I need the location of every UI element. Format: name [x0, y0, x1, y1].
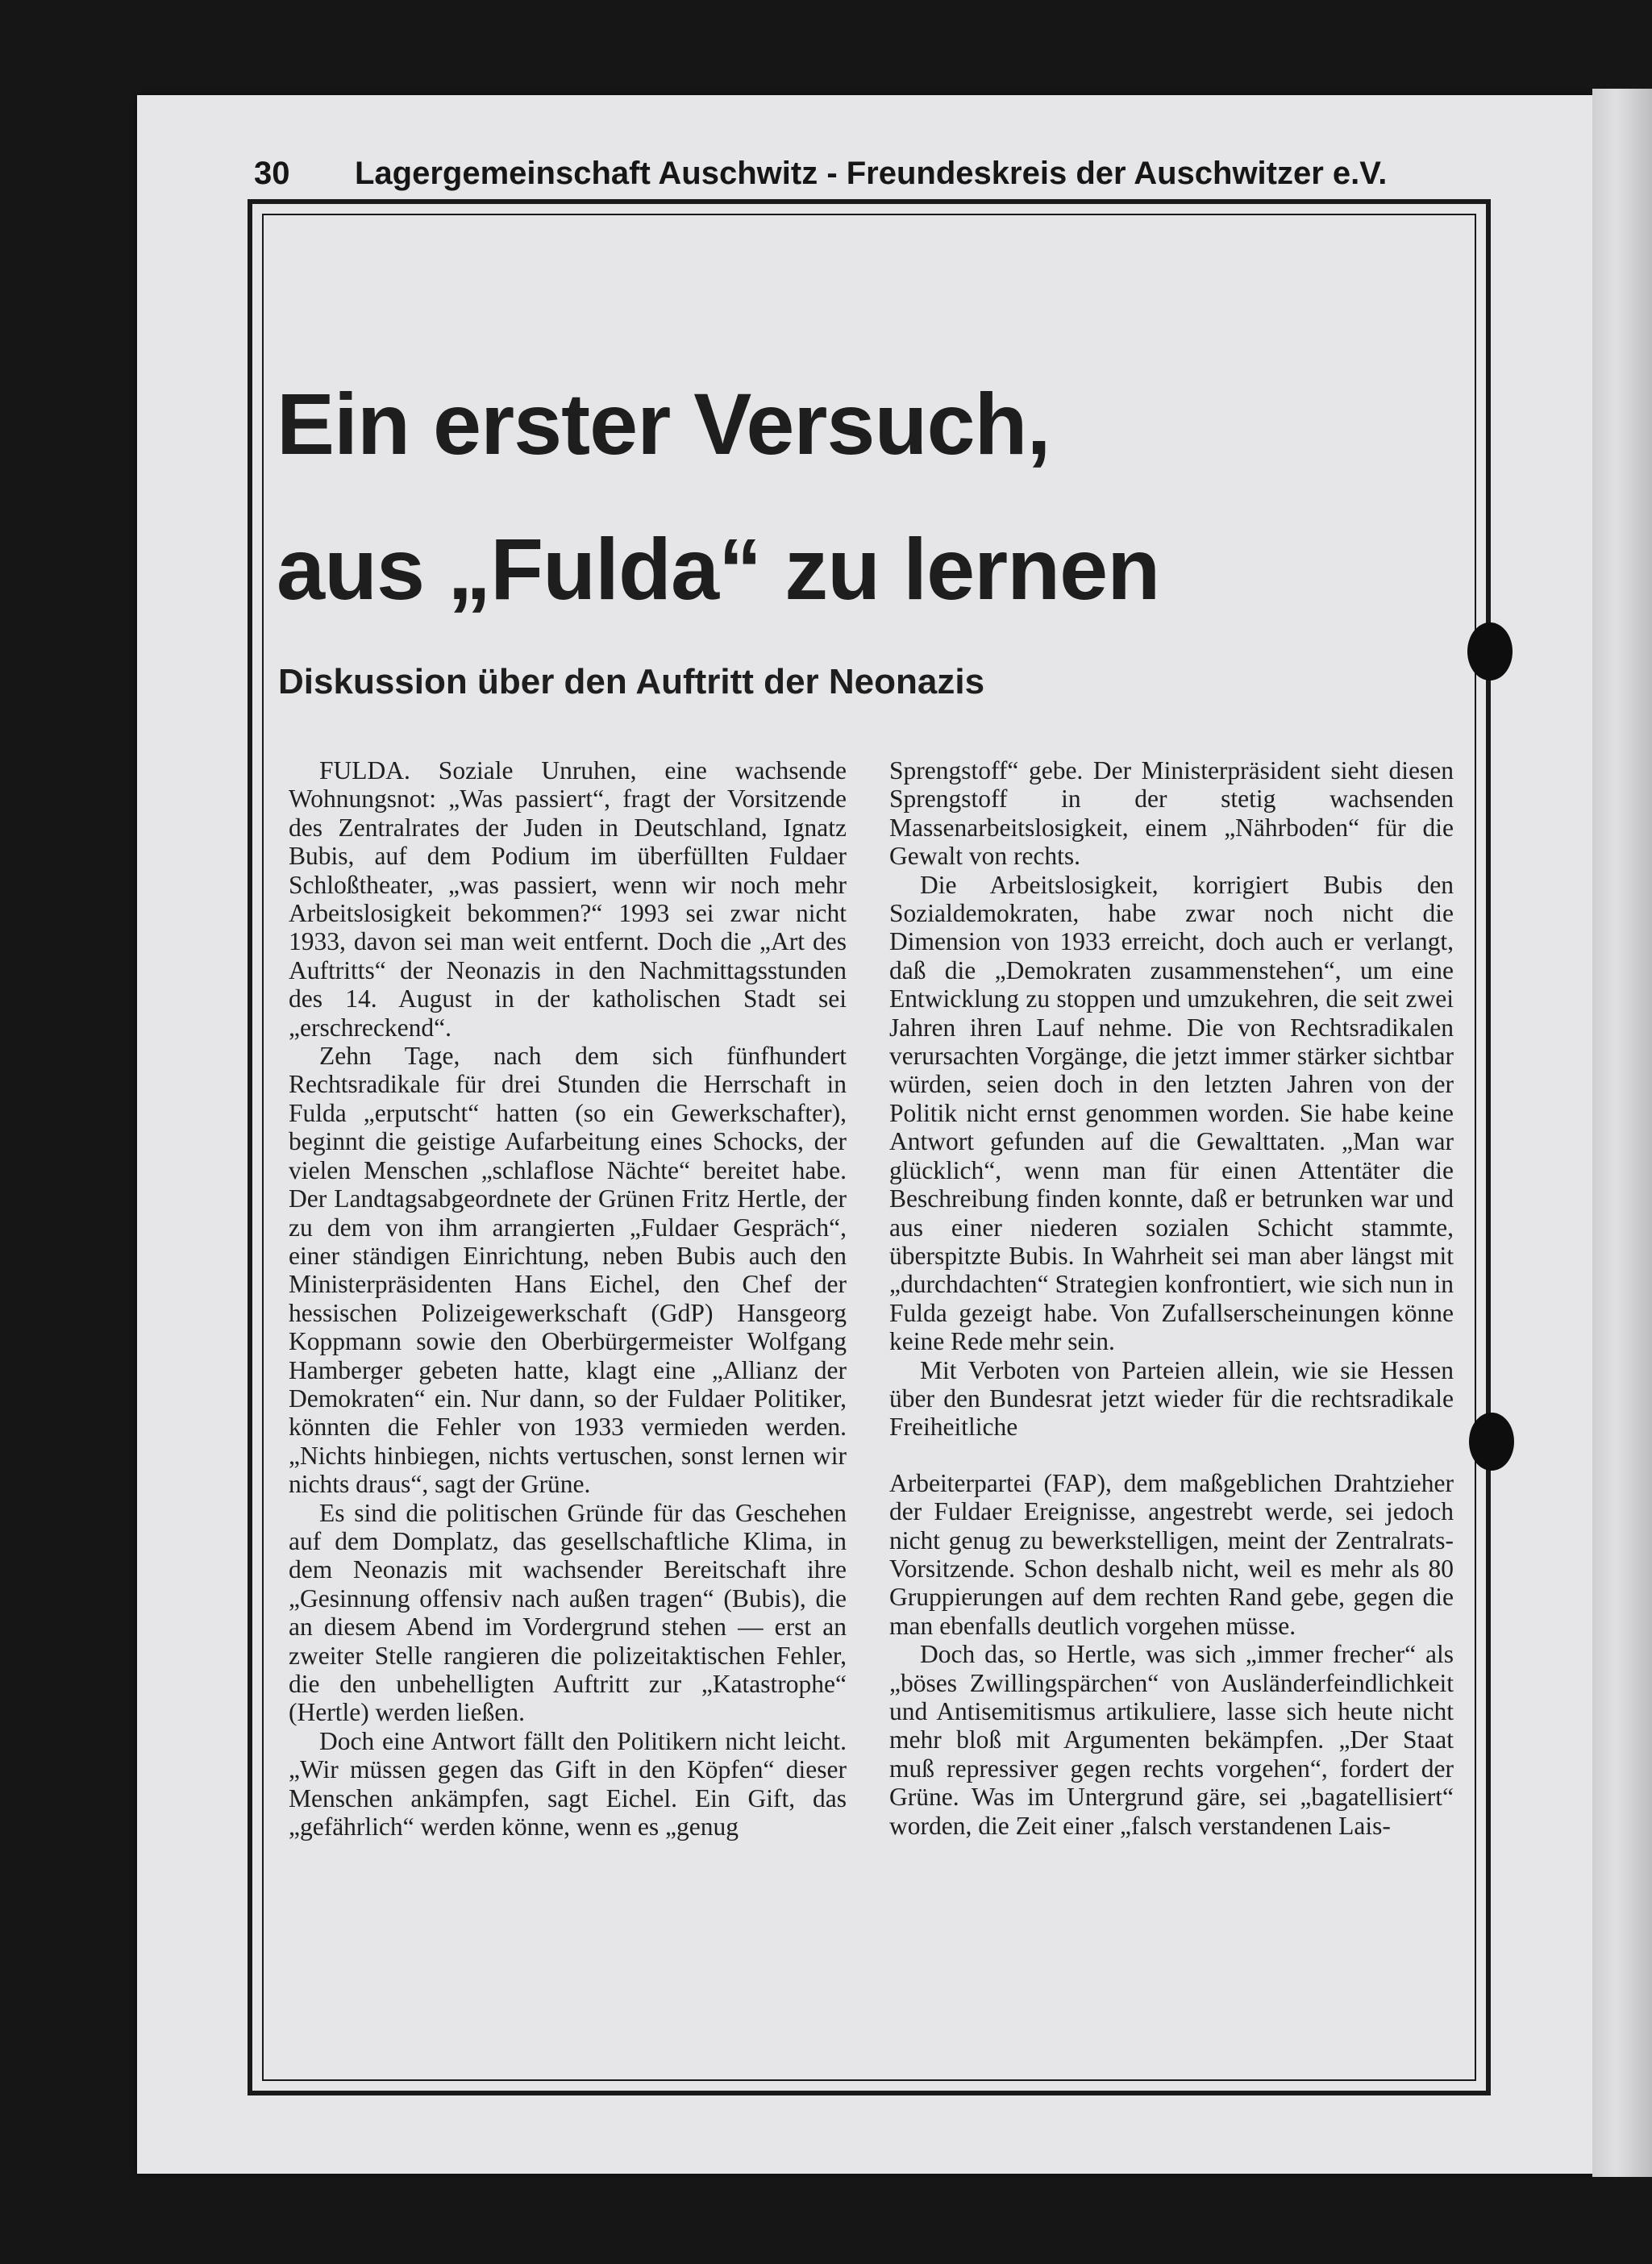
paragraph: Arbeiterpartei (FAP), dem maßgeblichen Drahtzieher der Fuldaer Ereignisse, angestrebt werde, sei jedoch nicht genug zu bewerkstelligen, meint der Zentralrats-Vorsitzende. Schon deshalb nicht, weil es mehr als 80 Gruppierungen auf dem rechten Rand gebe, gegen die man ebenfalls deutlich vorgehen müsse. — [889, 1468, 1454, 1640]
headline-line-2: aus „Fulda“ zu lernen — [277, 520, 1160, 618]
headline-line-1: Ein erster Versuch, — [277, 375, 1051, 472]
paragraph: Die Arbeitslosigkeit, korrigiert Bubis den Sozialdemokraten, habe zwar noch nicht die Dimension von 1933 erreicht, doch auch er verlangt, daß die „Demokraten zusammenstehen“, um eine Entwicklung zu stoppen und umzukehren, die seit zwei Jahren ihren Lauf nehme. Die von Rechtsradikalen verursachten Vorgänge, die jetzt immer stärker sichtbar würden, seien doch in den letzten Jahren von der Politik nicht ernst genommen worden. Sie habe keine Antwort gefunden auf die Gewalttaten. „Man war glücklich“, wenn man für einen Attentäter die Beschreibung finden konnte, daß er betrunken war und aus einer niederen sozialen Schicht stammte, überspitzte Bubis. In Wahrheit sei man aber längst mit „durchdachten“ Strategien konfrontiert, wie sich nun in Fulda gezeigt habe. Von Zufallserscheinungen könne keine Rede mehr sein. — [889, 870, 1454, 1356]
paragraph: Es sind die politischen Gründe für das Geschehen auf dem Domplatz, das gesellschaftliche Klima, in dem Neonazis mit wachsender Bereitschaft ihre „Gesinnung offensiv nach außen tragen“ (Bubis), die an diesem Abend im Vordergrund stehen — erst an zweiter Stelle rangieren die polizeitaktischen Fehler, die den unbehelligten Auftritt zur „Katastrophe“ (Hertle) werden ließen. — [289, 1498, 847, 1727]
article-column-right — [889, 756, 1454, 1840]
next-page-edge — [1592, 89, 1652, 2177]
paragraph: Doch das, so Hertle, was sich „immer frecher“ als „böses Zwillingspärchen“ von Ausländerfeindlichkeit und Antisemitismus artikuliere, lasse sich heute nicht mehr bloß mit Argumenten bekämpfen. „Der Staat muß repressiver gegen rechts vorgehen“, fordert der Grüne. Was im Untergrund gäre, sei „bagatellisiert“ worden, die Zeit einer „falsch verstandenen Lais- — [889, 1640, 1454, 1840]
paragraph: Zehn Tage, nach dem sich fünfhundert Rechtsradikale für drei Stunden die Herrschaft in Fulda „erputscht“ hatten (so ein Gewerkschafter), beginnt die geistige Aufarbeitung eines Schocks, der vielen Menschen „schlaflose Nächte“ bereitet habe. Der Landtagsabgeordnete der Grünen Fritz Hertle, der zu dem von ihm arrangierten „Fuldaer Gespräch“, einer ständigen Einrichtung, neben Bubis auch den Ministerpräsidenten Hans Eichel, den Chef der hessischen Polizeigewerkschaft (GdP) Hansgeorg Koppmann sowie den Oberbürgermeister Wolfgang Hamberger gebeten hatte, klagt eine „Allianz der Demokraten“ ein. Nur dann, so der Fuldaer Politiker, könnten die Fehler von 1933 vermieden werden. „Nichts hinbiegen, nichts vertuschen, sonst lernen wir nichts draus“, sagt der Grüne. — [289, 1042, 847, 1499]
magazine-page — [137, 95, 1606, 2174]
binder-hole-upper — [1467, 622, 1513, 680]
article-column-left — [289, 756, 847, 1841]
paragraph: Sprengstoff“ gebe. Der Ministerpräsident sieht diesen Sprengstoff in der stetig wachsenden Massenarbeitslosigkeit, einem „Nährboden“ für die Gewalt von rechts. — [889, 756, 1454, 871]
publication-title: Lagergemeinschaft Auschwitz - Freundeskreis der Auschwitzer e.V. — [355, 156, 1388, 191]
subheadline: Diskussion über den Auftritt der Neonazis — [278, 662, 985, 701]
page-header — [254, 156, 1576, 192]
paragraph: FULDA. Soziale Unruhen, eine wachsende Wohnungsnot: „Was passiert“, fragt der Vorsitzende des Zentralrates der Juden in Deutschland, Ignatz Bubis, auf dem Podium im überfüllten Fuldaer Schloßtheater, „was passiert, wenn wir noch mehr Arbeitslosigkeit bekommen?“ 1993 sei zwar nicht 1933, davon sei man weit entfernt. Doch die „Art des Auftritts“ der Neonazis in den Nachmittagsstunden des 14. August in der katholischen Stadt sei „erschreckend“. — [289, 756, 847, 1042]
article-frame — [248, 199, 1491, 2095]
paragraph: Doch eine Antwort fällt den Politikern nicht leicht. „Wir müssen gegen das Gift in den Köpfen“ dieser Menschen ankämpfen, sagt Eichel. Ein Gift, das „gefährlich“ werden könne, wenn es „genug — [289, 1726, 847, 1842]
page-number: 30 — [254, 156, 290, 191]
binder-hole-lower — [1469, 1413, 1514, 1471]
paragraph: Mit Verboten von Parteien allein, wie sie Hessen über den Bundesrat jetzt wieder für die rechtsradikale Freiheitliche — [889, 1355, 1454, 1442]
right-column-continuation — [889, 1469, 1454, 1840]
